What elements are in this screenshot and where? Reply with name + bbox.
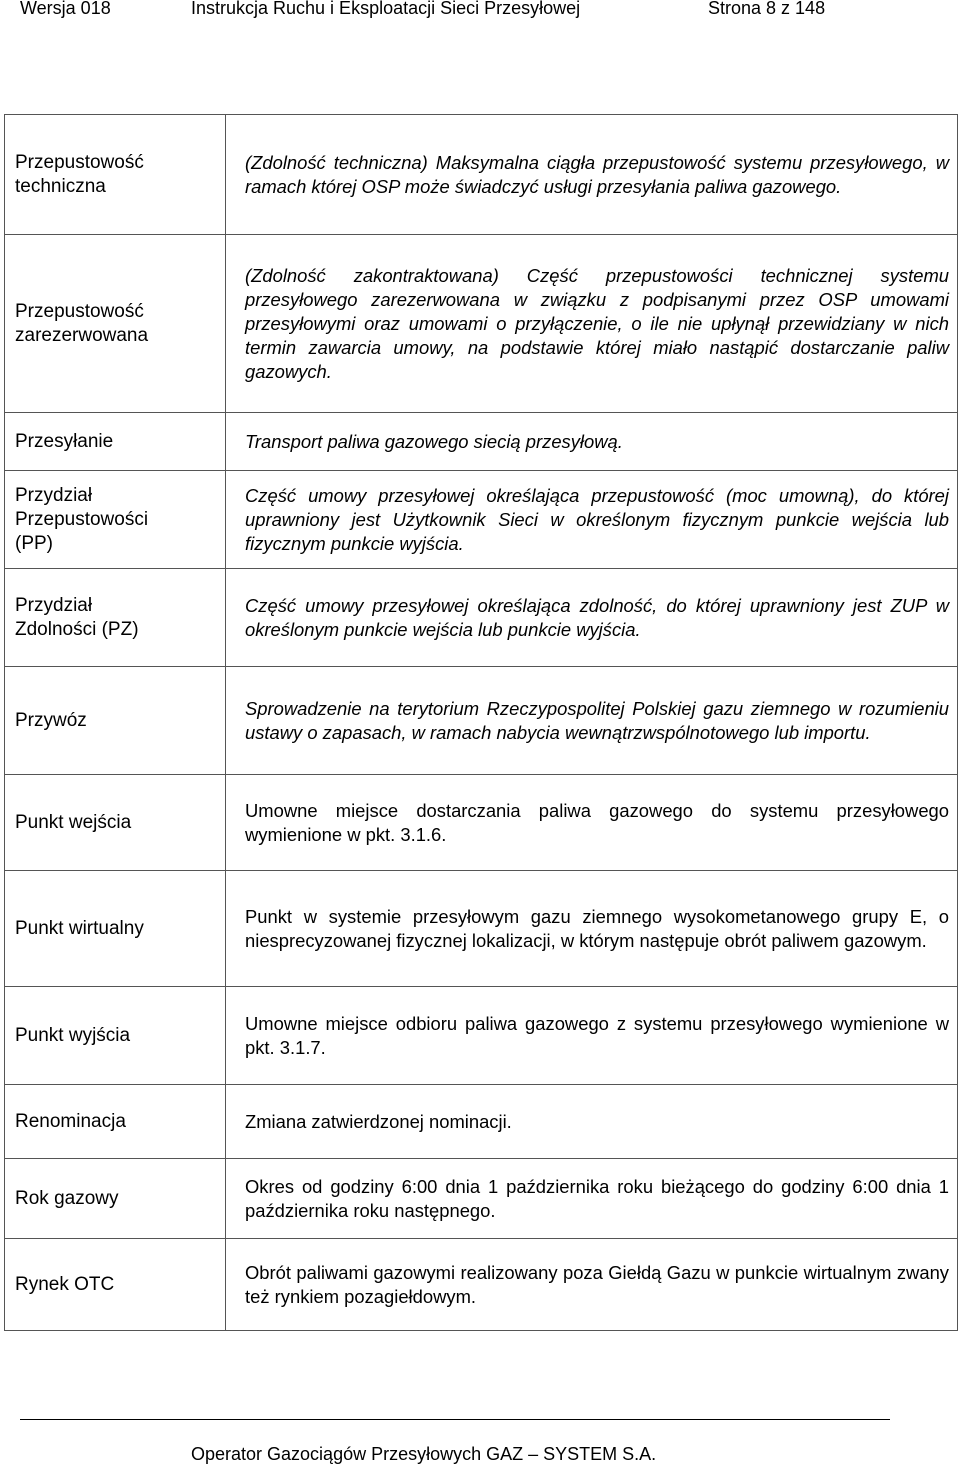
definition-term-text: Rynek OTC <box>15 1273 115 1295</box>
definition-term-text: Przepustowość zarezerwowana <box>15 300 149 346</box>
definition-text: Transport paliwa gazowego siecią przesyłową. <box>226 413 958 471</box>
definitions-table <box>4 114 958 1331</box>
definition-term-text: Przydział Zdolności (PZ) <box>15 594 139 640</box>
definition-term <box>5 413 226 471</box>
definition-term <box>5 471 226 569</box>
definition-row <box>5 1085 958 1159</box>
definition-text: Obrót paliwami gazowymi realizowany poza Giełdą Gazu w punkcie wirtualnym zwany też rynkiem pozagiełdowym. <box>226 1239 958 1331</box>
definition-term-text: Przesyłanie <box>15 430 114 452</box>
definition-term-text: Punkt wejścia <box>15 811 132 833</box>
definition-term <box>5 1239 226 1331</box>
definition-term <box>5 775 226 871</box>
page-number: Strona 8 z 148 <box>708 0 826 18</box>
definition-text: Część umowy przesyłowej określająca zdolność, do której uprawniony jest ZUP w określonym punkcie wejścia lub punkcie wyjścia. <box>226 569 958 667</box>
definition-text: (Zdolność techniczna) Maksymalna ciągła przepustowość systemu przesyłowego, w ramach której OSP może świadczyć usługi przesyłania paliwa gazowego. <box>226 115 958 235</box>
definition-term <box>5 871 226 987</box>
definition-term-text: Punkt wyjścia <box>15 1024 131 1046</box>
definition-term-text: Punkt wirtualny <box>15 917 144 939</box>
definition-row <box>5 115 958 235</box>
footer-company: Operator Gazociągów Przesyłowych GAZ – SYSTEM S.A. <box>191 1444 657 1464</box>
definition-text: Umowne miejsce odbioru paliwa gazowego z systemu przesyłowego wymienione w pkt. 3.1.7. <box>226 987 958 1085</box>
definition-row <box>5 235 958 413</box>
definition-term-text: Przywóz <box>15 709 87 731</box>
definition-text: Sprowadzenie na terytorium Rzeczypospolitej Polskiej gazu ziemnego w rozumieniu ustawy o zapasach, w ramach nabycia wewnątrzwspólnotowego lub importu. <box>226 667 958 775</box>
definition-term <box>5 115 226 235</box>
definition-row <box>5 1159 958 1239</box>
page-header <box>0 0 960 22</box>
definition-term-text: Renominacja <box>15 1110 126 1132</box>
definition-term <box>5 1085 226 1159</box>
definition-text: Część umowy przesyłowej określająca przepustowość (moc umowną), do której uprawniony jest Użytkownik Sieci w określonym fizycznym punkcie wejścia lub fizycznym punkcie wyjścia. <box>226 471 958 569</box>
definition-term <box>5 667 226 775</box>
definition-text: Punkt w systemie przesyłowym gazu ziemnego wysokometanowego grupy E, o niesprecyzowanej fizycznej lokalizacji, w którym następuje obrót paliwem gazowym. <box>226 871 958 987</box>
definition-text: (Zdolność zakontraktowana) Część przepustowości technicznej systemu przesyłowego zarezerwowana w związku z podpisanymi przez OSP umowami przesyłowymi oraz umowami o przyłączenie, o ile nie upłynął przewidziany w nich termin zawarcia umowy, na podstawie której miało nastąpić dostarczanie paliw gazowych. <box>226 235 958 413</box>
definition-term-text: Rok gazowy <box>15 1187 119 1209</box>
definition-row <box>5 413 958 471</box>
definition-text: Zmiana zatwierdzonej nominacji. <box>226 1085 958 1159</box>
definition-term <box>5 987 226 1085</box>
definition-text: Umowne miejsce dostarczania paliwa gazowego do systemu przesyłowego wymienione w pkt. 3.1.6. <box>226 775 958 871</box>
definition-row <box>5 667 958 775</box>
definition-term-text: Przydział Przepustowości (PP) <box>15 484 149 554</box>
definition-row <box>5 569 958 667</box>
document-title: Instrukcja Ruchu i Eksploatacji Sieci Przesyłowej <box>191 0 581 18</box>
definition-term <box>5 1159 226 1239</box>
definition-row <box>5 871 958 987</box>
definition-row <box>5 987 958 1085</box>
definition-row <box>5 775 958 871</box>
definition-term <box>5 235 226 413</box>
footer-divider <box>20 1419 890 1420</box>
document-version: Wersja 018 <box>20 0 111 18</box>
definition-term <box>5 569 226 667</box>
definition-row <box>5 471 958 569</box>
definition-text: Okres od godziny 6:00 dnia 1 października roku bieżącego do godziny 6:00 dnia 1 października roku następnego. <box>226 1159 958 1239</box>
definitions-table-body <box>5 115 958 1331</box>
definition-term-text: Przepustowość techniczna <box>15 151 144 197</box>
definition-row <box>5 1239 958 1331</box>
